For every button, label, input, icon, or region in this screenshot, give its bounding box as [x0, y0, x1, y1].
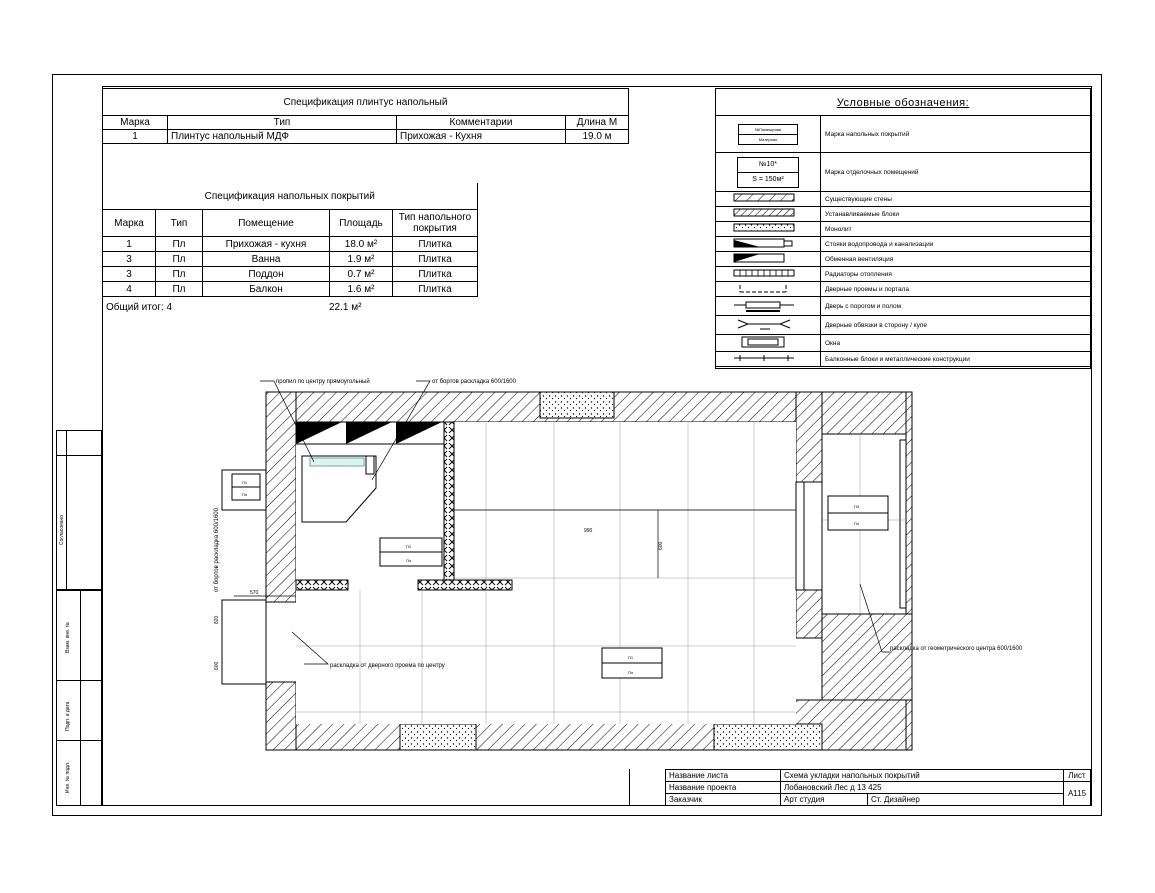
plinth-col-comment: Комментарии [397, 116, 566, 130]
floor-col-mark: Марка [103, 210, 156, 237]
dim-label: 820 [214, 615, 220, 624]
legend-row [716, 335, 1091, 352]
tb-sheet-name-value: Схема укладки напольных покрытий [781, 770, 1064, 782]
floor-cell: 1.9 м² [330, 252, 393, 267]
title-block [665, 769, 1091, 806]
entrance-door [222, 600, 266, 684]
plinth-cell: Прихожая - Кухня [397, 130, 566, 144]
floor-cell: Плитка [393, 282, 478, 297]
monolith-icon [720, 223, 806, 233]
legend-row [716, 207, 1091, 222]
floor-total-area: 22.1 м² [329, 302, 362, 313]
room-tag [232, 474, 260, 500]
partition-wall-vertical [444, 422, 454, 586]
riser-blocks [296, 422, 444, 444]
floor-col-area: Площадь [330, 210, 393, 237]
tb-customer-label: Заказчик [666, 794, 781, 806]
table-row [103, 282, 478, 297]
plinth-cell: 1 [103, 130, 168, 144]
tb-studio-label: Арт студия [781, 794, 868, 806]
floor-cell: Плитка [393, 237, 478, 252]
room-tag [602, 648, 662, 678]
floor-cell: 3 [103, 267, 156, 282]
legend-sample-floor-top: №Помещения [739, 125, 797, 135]
floor-cell: Пл [156, 237, 203, 252]
legend-label: Монолит [821, 222, 1091, 237]
floor-col-type: Тип [156, 210, 203, 237]
floor-total-label: Общий итог: 4 [106, 302, 173, 313]
floor-cell: Плитка [393, 267, 478, 282]
sliding-door-icon [720, 316, 806, 332]
floor-cell: Пл [156, 267, 203, 282]
legend-label: Марка напольных покрытий [821, 116, 1091, 153]
partition-wall-left [296, 580, 348, 590]
floor-cell: 1 [103, 237, 156, 252]
riser-icon [720, 237, 806, 249]
svg-text:П1: П1 [242, 480, 248, 485]
callout-text: от бортов раскладка 600/1600 [432, 379, 516, 385]
plinth-col-type: Тип [168, 116, 397, 130]
door-opening-icon [720, 282, 806, 294]
side-label-inv: Инв. № подл. [65, 761, 71, 793]
svg-text:П4: П4 [854, 504, 860, 509]
tb-project-label: Название проекта [666, 782, 781, 794]
legend-label: Окна [821, 335, 1091, 352]
table-row [103, 237, 478, 252]
tb-sheet-label: Лист [1063, 770, 1090, 782]
floor-spec-table [102, 183, 478, 297]
legend-label: Стояки водопровода и канализации [821, 237, 1091, 252]
svg-text:Пл: Пл [854, 521, 860, 526]
hatch-existing-wall-icon [720, 193, 806, 203]
svg-text:Пл: Пл [628, 670, 634, 675]
side-label-agreed: Согласовано [59, 514, 65, 545]
svg-text:П1: П1 [628, 655, 634, 660]
callout-text: раскладка от геометрического центра 600/1600 [890, 646, 1023, 652]
dim-label: 600 [658, 541, 664, 550]
legend-row [716, 316, 1091, 335]
floor-cell: Пл [156, 252, 203, 267]
tb-sheet-name-label: Название листа [666, 770, 781, 782]
side-label-replace: Взам. инв. № [65, 622, 71, 653]
side-stamp-strip [56, 430, 102, 806]
room-tag [380, 538, 442, 566]
balcony-block-icon [720, 353, 806, 363]
floor-col-room: Помещение [203, 210, 330, 237]
floor-cell: Плитка [393, 252, 478, 267]
legend-label: Существующие стены [821, 192, 1091, 207]
tb-designer-label: Ст. Дизайнер [868, 794, 1064, 806]
plinth-spec-table [102, 88, 629, 144]
side-label-sign: Подп. и дата [65, 701, 71, 731]
floor-cell: 3 [103, 252, 156, 267]
legend-sample-room-top: №10* [738, 158, 798, 173]
monolith-top [540, 392, 614, 418]
legend-title: Условные обозначения: [836, 97, 970, 109]
floor-col-cover: Тип напольного покрытия [393, 210, 478, 237]
dim-label: 600 [214, 661, 220, 670]
svg-text:Пл: Пл [242, 492, 248, 497]
floor-cell: Балкон [203, 282, 330, 297]
plinth-cell: 19.0 м [566, 130, 629, 144]
door-threshold-icon [720, 297, 806, 313]
dim-label: 990 [584, 528, 593, 534]
radiator-icon [720, 268, 806, 278]
monolith-bottom-left [400, 724, 476, 750]
plinth-col-mark: Марка [103, 116, 168, 130]
table-row [103, 252, 478, 267]
legend-row [716, 282, 1091, 297]
window-icon [720, 335, 806, 349]
svg-text:П1: П1 [406, 544, 412, 549]
svg-text:Пл: Пл [406, 558, 412, 563]
callout-text: пропил по центру прямоугольный [276, 379, 370, 385]
legend-row [716, 297, 1091, 316]
bath-rail [310, 458, 364, 466]
floor-cell: Прихожая - кухня [203, 237, 330, 252]
floor-cell: 4 [103, 282, 156, 297]
legend-row [716, 116, 1091, 153]
monolith-bottom-right [714, 724, 822, 750]
legend-label: Марка отделочных помещений [821, 153, 1091, 192]
plinth-spec-title: Спецификация плинтус напольный [103, 89, 629, 116]
ventilation-icon [720, 252, 806, 264]
hatch-blocks-icon [720, 208, 806, 218]
floor-cell: Поддон [203, 267, 330, 282]
legend-row [716, 267, 1091, 282]
legend-row [716, 222, 1091, 237]
legend-panel [715, 88, 1091, 369]
legend-row [716, 252, 1091, 267]
legend-label: Дверные обвязки в сторону / купе [821, 316, 1091, 335]
legend-label: Устанавливаемые блоки [821, 207, 1091, 222]
legend-label: Балконные блоки и металлические конструкции [821, 352, 1091, 367]
legend-row [716, 192, 1091, 207]
legend-sample-room-bottom: S = 150м² [752, 175, 784, 183]
callout-text: от бортов раскладка 600/1600 [214, 508, 220, 592]
floor-cell: 0.7 м² [330, 267, 393, 282]
title-block-spacer [629, 769, 666, 805]
legend-row [716, 153, 1091, 192]
floor-cell: 1.6 м² [330, 282, 393, 297]
floor-cell: Ванна [203, 252, 330, 267]
callout-text: раскладка от дверного проема по центру [330, 663, 445, 669]
legend-label: Обменная вентиляция [821, 252, 1091, 267]
plinth-col-length: Длина М [566, 116, 629, 130]
partition-wall-right [418, 580, 512, 590]
legend-row [716, 352, 1091, 367]
legend-label: Дверь с порогом и полом [821, 297, 1091, 316]
legend-sample-floor-bottom: Материал [758, 136, 778, 142]
tb-sheet-number: A115 [1063, 782, 1090, 806]
floor-cell: 18.0 м² [330, 237, 393, 252]
floor-spec-title: Спецификация напольных покрытий [103, 183, 478, 210]
legend-row [716, 237, 1091, 252]
floor-plan [200, 370, 1023, 760]
legend-table [715, 115, 1091, 367]
floor-cell: Пл [156, 282, 203, 297]
dim-label: 570 [250, 590, 259, 596]
table-row [103, 267, 478, 282]
room-tag [828, 496, 888, 530]
tb-project-value: Лобановский Лес д 13 425 [781, 782, 1064, 794]
legend-label: Радиаторы отопления [821, 267, 1091, 282]
plinth-cell: Плинтус напольный МДФ [168, 130, 397, 144]
legend-label: Дверные проемы и портала [821, 282, 1091, 297]
